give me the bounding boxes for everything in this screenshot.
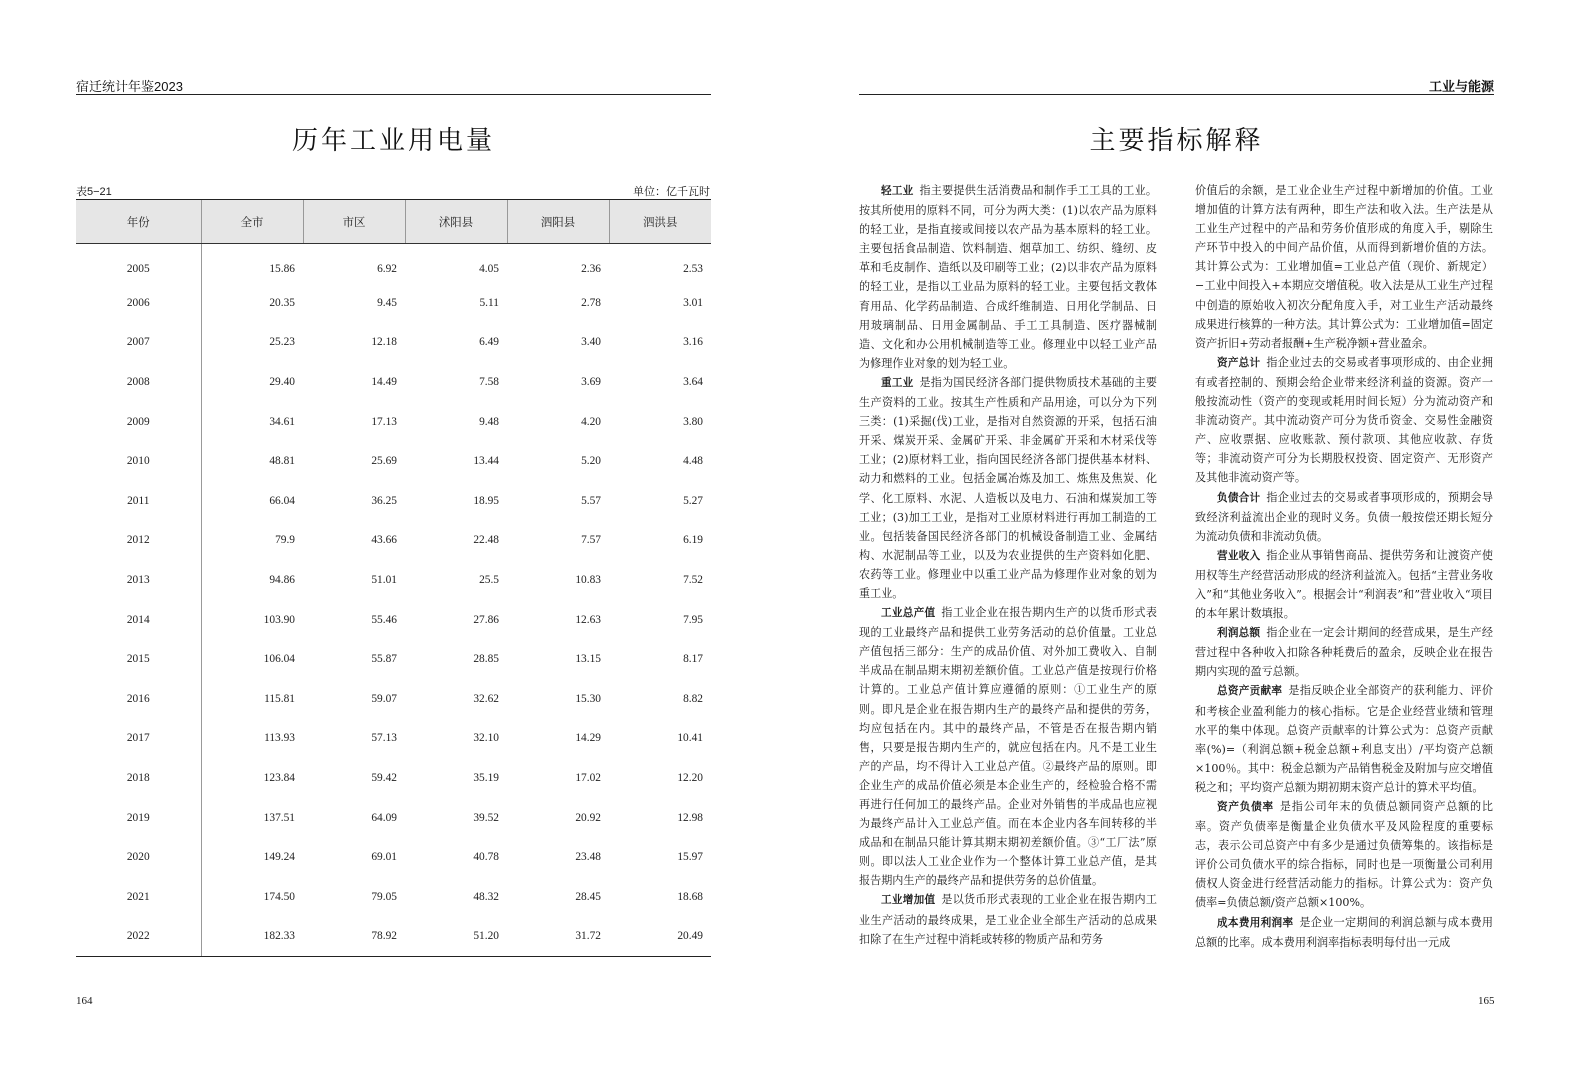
value-cell: 51.20 bbox=[405, 917, 507, 957]
definition-text: 指主要提供生活消费品和制作手工工具的工业。按其所使用的原料不同，可分为两大类：(1)以农产品为原料的轻工业，是指直接或间接以农产品为基本原料的轻工业。主要包括食品制造、饮料制造、烟草加工、纺织、缝纫、皮革和毛皮制作、造纸以及印刷等工业；(2)以非农产品为原料的轻工业，是指以工业品为原料的轻工业。主要包括文教体育用品、化学药品制造、合成纤维制造、日用化学制品、日用玻璃制品、日用金属制品、手工工具制造、医疗器械制造、文化和办公用机械制造等工业。修理业中以轻工业产品为修理作业对象的划为轻工业。 bbox=[859, 184, 1157, 370]
value-cell: 5.27 bbox=[683, 494, 703, 507]
value-cell: 36.25 bbox=[371, 494, 397, 507]
column-header: 市区 bbox=[303, 200, 405, 244]
definition-text: 指工业企业在报告期内生产的以货币形式表现的工业最终产品和提供工业劳务活动的总价值量。工业总产值包括三部分：生产的成品价值、对外加工费收入、自制半成品在制品期末期初差额价值。工业总产值是按现行价格计算的。工业总产值计算应遵循的原则：①工业生产的原则。即凡是企业在报告期内生产的最终产品和提供的劳务，均应包括在内。其中的最终产品，不管是否在报告期内销售，只要是报告期内生产的，就应包括在内。凡不是工业生产的产品，均不得计入工业总产值。②最终产品的原则。即企业生产的成品价值必须是本企业生产的，经检验合格不需再进行任何加工的最终产品。企业对外销售的半成品也应视为最终产品计入工业总产值。而在本企业内各车间转移的半成品和在制品只能计算其期末期初差额价值。③“工厂法”原则。即以法人工业企业作为一个整体计算工业总产值，是其报告期内生产的最终产品和提供劳务的总价值量。 bbox=[859, 606, 1157, 888]
value-cell: 79.05 bbox=[371, 890, 397, 903]
value-cell: 13.44 bbox=[473, 455, 499, 468]
value-cell: 5.11 bbox=[479, 296, 499, 309]
value-cell: 25.5 bbox=[479, 574, 499, 587]
definition-paragraph bbox=[1195, 681, 1493, 797]
value-cell: 28.85 bbox=[473, 653, 499, 666]
year-cell: 2021 bbox=[76, 877, 201, 917]
value-cell: 17.13 bbox=[371, 415, 397, 428]
definition-term: 资产总计 bbox=[1217, 356, 1261, 369]
definition-term: 资产负债率 bbox=[1217, 801, 1274, 813]
table-body bbox=[76, 244, 711, 957]
value-cell: 40.78 bbox=[473, 851, 499, 864]
running-head-right: 工业与能源 bbox=[1428, 79, 1494, 94]
value-cell: 15.86 bbox=[269, 262, 295, 275]
header-rule-right bbox=[859, 94, 1494, 95]
table-row bbox=[76, 679, 711, 719]
table-row bbox=[76, 758, 711, 798]
value-cell: 55.87 bbox=[371, 653, 397, 666]
electricity-table bbox=[76, 199, 711, 955]
year-cell: 2018 bbox=[76, 758, 201, 798]
year-cell: 2019 bbox=[76, 798, 201, 838]
value-cell: 3.69 bbox=[581, 376, 601, 389]
value-cell: 23.48 bbox=[575, 851, 601, 864]
year-cell: 2005 bbox=[76, 244, 201, 284]
value-cell: 9.48 bbox=[479, 415, 499, 428]
value-cell: 137.51 bbox=[263, 811, 295, 824]
value-cell: 149.24 bbox=[263, 851, 295, 864]
unit-label: 单位：亿千瓦时 bbox=[633, 186, 710, 198]
value-cell: 174.50 bbox=[263, 890, 295, 903]
value-cell: 48.81 bbox=[269, 455, 295, 468]
value-cell: 43.66 bbox=[371, 534, 397, 547]
value-cell: 123.84 bbox=[263, 772, 295, 785]
table-row bbox=[76, 244, 711, 284]
value-cell: 59.07 bbox=[371, 692, 397, 705]
value-cell: 55.46 bbox=[371, 613, 397, 626]
value-cell: 51.01 bbox=[371, 574, 397, 587]
definition-paragraph bbox=[1195, 353, 1493, 488]
value-cell: 94.86 bbox=[269, 574, 295, 587]
year-cell: 2022 bbox=[76, 917, 201, 957]
value-cell: 3.40 bbox=[581, 336, 601, 349]
definition-paragraph bbox=[1195, 488, 1493, 546]
column-header: 年份 bbox=[76, 200, 201, 244]
definition-paragraph bbox=[859, 890, 1157, 948]
value-cell: 4.48 bbox=[683, 455, 703, 468]
year-cell: 2015 bbox=[76, 639, 201, 679]
definitions-column-1 bbox=[859, 181, 1157, 949]
value-cell: 32.10 bbox=[473, 732, 499, 745]
definition-text: 是以货币形式表现的工业企业在报告期内工业生产活动的最终成果，是工业企业全部生产活动的总成果扣除了在生产过程中消耗或转移的物质产品和劳务 bbox=[859, 893, 1157, 946]
value-cell: 22.48 bbox=[473, 534, 499, 547]
column-header: 全市 bbox=[201, 200, 303, 244]
value-cell: 12.63 bbox=[575, 613, 601, 626]
definition-term: 轻工业 bbox=[881, 185, 914, 197]
table-row bbox=[76, 719, 711, 759]
value-cell: 3.64 bbox=[683, 376, 703, 389]
value-cell: 17.02 bbox=[575, 772, 601, 785]
value-cell: 32.62 bbox=[473, 692, 499, 705]
page-number-right: 165 bbox=[1478, 995, 1495, 1007]
definition-term: 成本费用利润率 bbox=[1217, 916, 1294, 929]
definition-text: 指企业从事销售商品、提供劳务和让渡资产使用权等生产经营活动形成的经济利益流入。包括“主营业务收入”和“其他业务收入”。根据会计“利润表”和”营业收入“项目的本年累计数填报。 bbox=[1195, 548, 1493, 621]
table-row bbox=[76, 798, 711, 838]
header-rule-left bbox=[76, 94, 711, 95]
value-cell: 4.05 bbox=[479, 262, 499, 275]
value-cell: 57.13 bbox=[371, 732, 397, 745]
definition-text: 指企业过去的交易或者事项形成的，预期会导致经济利益流出企业的现时义务。负债一般按偿还期长短分为流动负债和非流动负债。 bbox=[1195, 490, 1493, 543]
table-row bbox=[76, 877, 711, 917]
definition-paragraph bbox=[1195, 913, 1493, 952]
year-cell: 2020 bbox=[76, 837, 201, 877]
year-cell: 2009 bbox=[76, 402, 201, 442]
table-row bbox=[76, 362, 711, 402]
year-cell: 2017 bbox=[76, 719, 201, 759]
value-cell: 35.19 bbox=[473, 772, 499, 785]
definition-term: 负债合计 bbox=[1217, 491, 1261, 504]
value-cell: 20.92 bbox=[575, 811, 601, 824]
definition-paragraph bbox=[859, 603, 1157, 890]
table-row bbox=[76, 560, 711, 600]
value-cell: 20.49 bbox=[609, 917, 711, 957]
value-cell: 15.30 bbox=[575, 692, 601, 705]
year-cell: 2014 bbox=[76, 600, 201, 640]
column-header: 泗洪县 bbox=[609, 200, 711, 244]
definition-text: 是指反映企业全部资产的获利能力、评价和考核企业盈利能力的核心指标。它是企业经营业绩和管理水平的集中体现。总资产贡献率的计算公式为：总资产贡献率(%)=（利润总额+税金总额+利息支出）/平均资产总额×100％。其中：税金总额为产品销售税金及附加与应交增值税之和；平均资产总额为期初期末资产总计的算术平均值。 bbox=[1195, 684, 1493, 794]
definition-paragraph bbox=[1195, 797, 1493, 913]
value-cell: 15.97 bbox=[677, 851, 703, 864]
value-cell: 69.01 bbox=[371, 851, 397, 864]
value-cell: 59.42 bbox=[371, 772, 397, 785]
value-cell: 78.92 bbox=[303, 917, 405, 957]
definition-term: 重工业 bbox=[881, 376, 914, 389]
value-cell: 103.90 bbox=[263, 613, 295, 626]
value-cell: 4.20 bbox=[581, 415, 601, 428]
table-row bbox=[76, 323, 711, 363]
definition-paragraph bbox=[859, 181, 1157, 373]
year-cell: 2007 bbox=[76, 323, 201, 363]
table-header-row bbox=[76, 200, 711, 244]
value-cell: 8.82 bbox=[683, 692, 703, 705]
page-number-left: 164 bbox=[76, 995, 93, 1007]
value-cell: 10.83 bbox=[575, 574, 601, 587]
value-cell: 6.92 bbox=[377, 262, 397, 275]
definition-text: 是企业一定期间的利润总额与成本费用总额的比率。成本费用利润率指标表明每付出一元成 bbox=[1195, 915, 1493, 949]
table-row bbox=[76, 481, 711, 521]
value-cell: 39.52 bbox=[473, 811, 499, 824]
value-cell: 18.95 bbox=[473, 494, 499, 507]
year-cell: 2011 bbox=[76, 481, 201, 521]
table-row bbox=[76, 600, 711, 640]
value-cell: 28.45 bbox=[575, 890, 601, 903]
value-cell: 7.95 bbox=[683, 613, 703, 626]
value-cell: 8.17 bbox=[683, 653, 703, 666]
page-title-left: 历年工业用电量 bbox=[291, 126, 495, 156]
table-row bbox=[76, 402, 711, 442]
value-cell: 6.19 bbox=[683, 534, 703, 547]
table-number: 表5−21 bbox=[76, 186, 112, 198]
value-cell: 3.80 bbox=[683, 415, 703, 428]
value-cell: 20.35 bbox=[269, 296, 295, 309]
value-cell: 106.04 bbox=[263, 653, 295, 666]
definition-term: 工业增加值 bbox=[881, 894, 936, 907]
definition-paragraph bbox=[1195, 623, 1493, 681]
value-cell: 31.72 bbox=[507, 917, 609, 957]
value-cell: 13.15 bbox=[575, 653, 601, 666]
value-cell: 25.69 bbox=[371, 455, 397, 468]
definition-text: 是指公司年末的负债总额同资产总额的比率。资产负债率是衡量企业负债水平及风险程度的重要标志，表示公司总资产中有多少是通过负债筹集的。该指标是评价公司负债水平的综合指标，同时也是一项衡量公司利用债权人资金进行经营活动能力的指标。计算公式为：资产负债率=负债总额/资产总额×100%。 bbox=[1195, 800, 1494, 910]
value-cell: 10.41 bbox=[677, 732, 703, 745]
column-header: 泗阳县 bbox=[507, 200, 609, 244]
value-cell: 7.58 bbox=[479, 376, 499, 389]
value-cell: 18.68 bbox=[677, 890, 703, 903]
definition-term: 工业总产值 bbox=[881, 607, 936, 620]
table-row bbox=[76, 639, 711, 679]
year-cell: 2013 bbox=[76, 560, 201, 600]
value-cell: 25.23 bbox=[269, 336, 295, 349]
table-row bbox=[76, 837, 711, 877]
value-cell: 5.57 bbox=[581, 494, 601, 507]
year-cell: 2016 bbox=[76, 679, 201, 719]
value-cell: 12.20 bbox=[677, 772, 703, 785]
table-row bbox=[76, 441, 711, 481]
value-cell: 182.33 bbox=[201, 917, 303, 957]
value-cell: 79.9 bbox=[275, 534, 295, 547]
year-cell: 2008 bbox=[76, 362, 201, 402]
value-cell: 5.20 bbox=[581, 455, 601, 468]
value-cell: 48.32 bbox=[473, 890, 499, 903]
definition-term: 营业收入 bbox=[1217, 549, 1261, 562]
value-cell: 9.45 bbox=[377, 296, 397, 309]
definition-paragraph bbox=[859, 373, 1157, 603]
definition-term: 利润总额 bbox=[1217, 627, 1261, 640]
running-head-left: 宿迁统计年鉴2023 bbox=[76, 79, 183, 94]
year-cell: 2006 bbox=[76, 283, 201, 323]
value-cell: 6.49 bbox=[479, 336, 499, 349]
value-cell: 14.49 bbox=[371, 376, 397, 389]
value-cell: 113.93 bbox=[264, 732, 295, 745]
value-cell: 3.01 bbox=[683, 296, 703, 309]
value-cell: 2.36 bbox=[581, 262, 601, 275]
value-cell: 2.78 bbox=[581, 296, 601, 309]
value-cell: 66.04 bbox=[269, 494, 295, 507]
value-cell: 115.81 bbox=[264, 692, 295, 705]
definition-text: 是指为国民经济各部门提供物质技术基础的主要生产资料的工业。按其生产性质和产品用途，可以分为下列三类：(1)采掘(伐)工业，是指对自然资源的开采，包括石油开采、煤炭开采、金属矿开采、非金属矿开采和木材采伐等工业；(2)原材料工业，指向国民经济各部门提供基本材料、动力和燃料的工业。包括金属冶炼及加工、炼焦及焦炭、化学、化工原料、水泥、人造板以及电力、石油和煤炭加工等工业；(3)加工工业，是指对工业原材料进行再加工制造的工业。包括装备国民经济各部门的机械设备制造工业、金属结构、水泥制品等工业，以及为农业提供的生产资料如化肥、农药等工业。修理业中以重工业产品为修理作业对象的划为重工业。 bbox=[859, 375, 1157, 600]
definition-continuation: 价值后的余额，是工业企业生产过程中新增加的价值。工业增加值的计算方法有两种，即生产法和收入法。生产法是从工业生产过程中的产品和劳务价值形成的角度入手，剔除生产环节中投入的中间产品价值，从而得到新增价值的方法。其计算公式为：工业增加值=工业总产值（现价、新规定）−工业中间投入+本期应交增值税。收入法是从工业生产过程中创造的原始收入初次分配角度入手，对工业生产活动最终成果进行核算的一种方法。其计算公式为：工业增加值=固定资产折旧+劳动者报酬+生产税净额+营业盈余。 bbox=[1195, 184, 1493, 350]
definition-text: 指企业过去的交易或者事项形成的、由企业拥有或者控制的、预期会给企业带来经济利益的资源。资产一般按流动性（资产的变现或耗用时间长短）分为流动资产和非流动资产。其中流动资产可分为货币资金、交易性金融资产、应收票据、应收账款、预付款项、其他应收款、存货等；非流动资产可分为长期股权投资、固定资产、无形资产及其他非流动资产等。 bbox=[1195, 355, 1493, 485]
value-cell: 29.40 bbox=[269, 376, 295, 389]
value-cell: 12.18 bbox=[371, 336, 397, 349]
definition-paragraph bbox=[1195, 546, 1493, 623]
value-cell: 64.09 bbox=[371, 811, 397, 824]
value-cell: 7.52 bbox=[683, 574, 703, 587]
definition-term: 总资产贡献率 bbox=[1217, 685, 1283, 698]
value-cell: 3.16 bbox=[683, 336, 703, 349]
year-cell: 2012 bbox=[76, 521, 201, 561]
definitions-column-2 bbox=[1195, 181, 1493, 952]
table-row bbox=[76, 917, 711, 957]
value-cell: 14.29 bbox=[575, 732, 601, 745]
table-row bbox=[76, 283, 711, 323]
value-cell: 34.61 bbox=[269, 415, 295, 428]
value-cell: 2.53 bbox=[683, 262, 703, 275]
definition-text: 指企业在一定会计期间的经营成果，是生产经营过程中各种收入扣除各种耗费后的盈余，反映企业在报告期内实现的盈亏总额。 bbox=[1195, 626, 1493, 679]
value-cell: 27.86 bbox=[473, 613, 499, 626]
table-row bbox=[76, 521, 711, 561]
column-header: 沭阳县 bbox=[405, 200, 507, 244]
year-cell: 2010 bbox=[76, 441, 201, 481]
value-cell: 7.57 bbox=[581, 534, 601, 547]
page-title-right: 主要指标解释 bbox=[1089, 126, 1264, 156]
value-cell: 12.98 bbox=[677, 811, 703, 824]
